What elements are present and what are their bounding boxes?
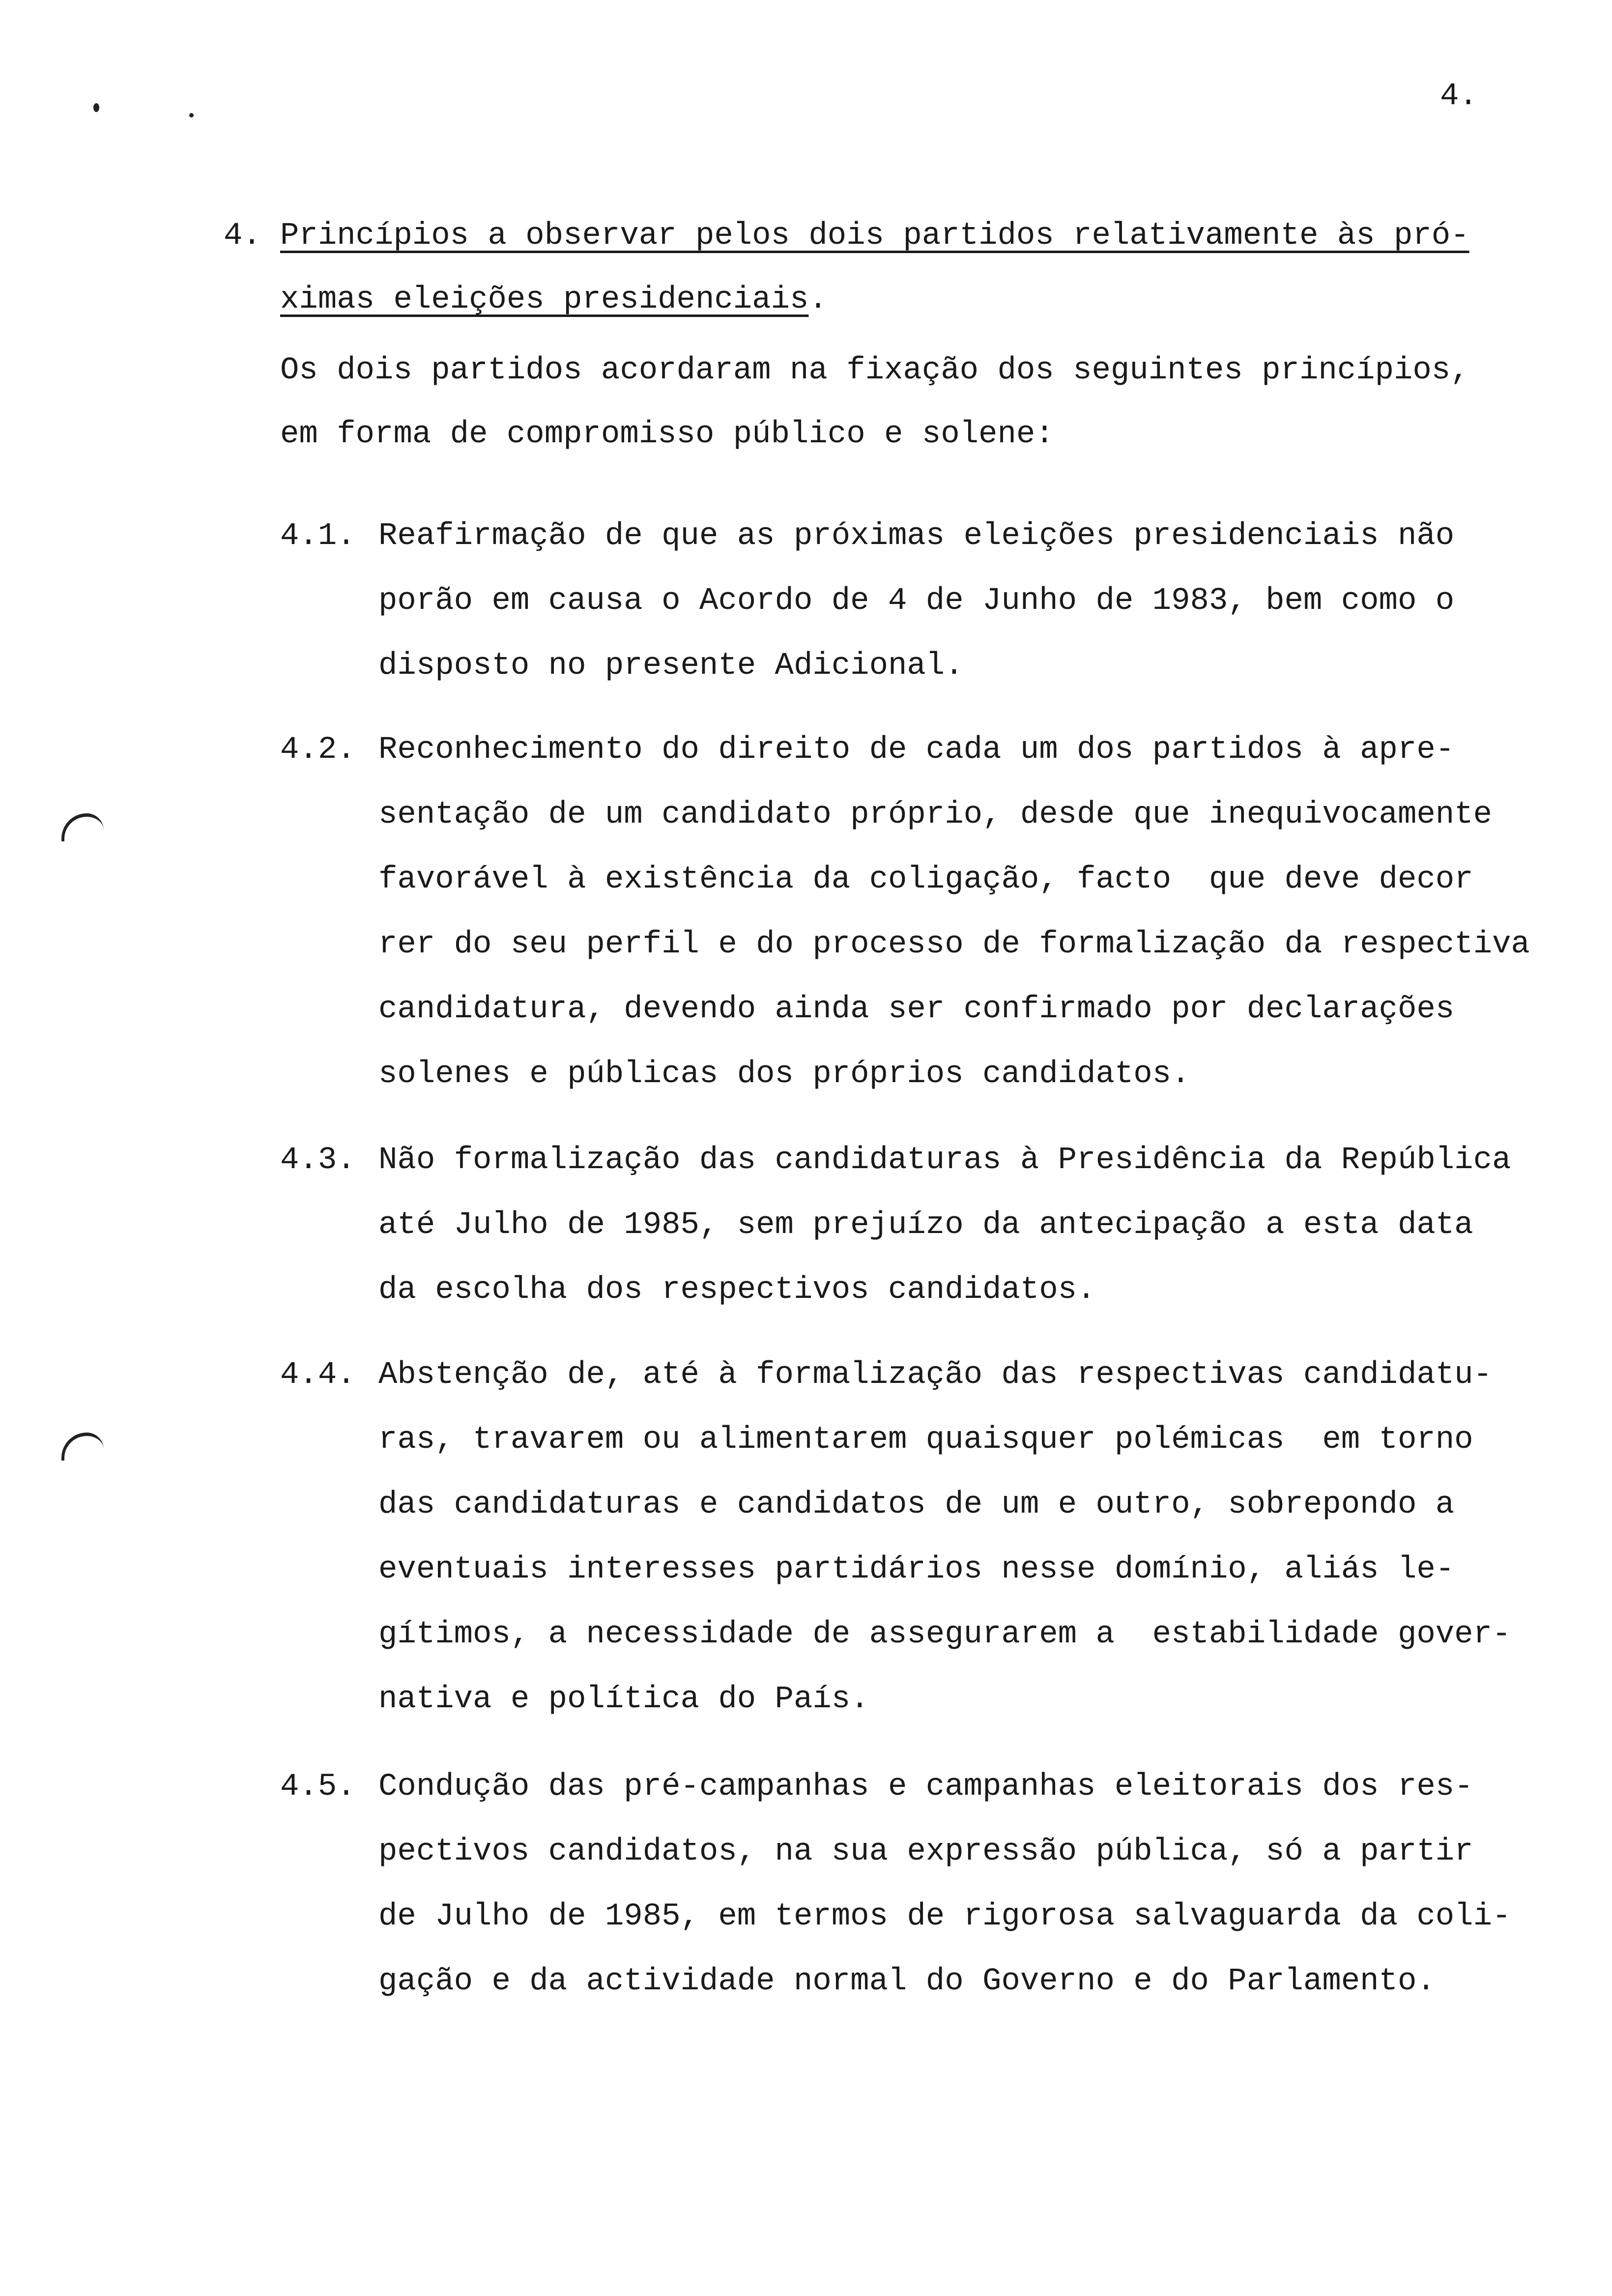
item-line: rer do seu perfil e do processo de formalização da respectiva: [378, 927, 1530, 962]
item-line: eventuais interesses partidários nesse domínio, aliás le-: [378, 1552, 1455, 1587]
item-line: gítimos, a necessidade de assegurarem a estabilidade gover-: [378, 1617, 1511, 1652]
item-line: ras, travarem ou alimentarem quaisquer polémicas em torno: [378, 1422, 1473, 1458]
section-title-line: ximas eleições presidenciais: [280, 282, 809, 317]
item-line: da escolha dos respectivos candidatos.: [378, 1272, 1096, 1308]
item-line: solenes e públicas dos próprios candidatos.: [378, 1057, 1190, 1092]
intro-line: em forma de compromisso público e solene:: [280, 417, 1054, 452]
item-line: Reafirmação de que as próximas eleições presidenciais não: [378, 518, 1455, 554]
item-line: favorável à existência da coligação, facto que deve decor: [378, 862, 1473, 897]
section-title-line: Princípios a observar pelos dois partidos relativamente às pró-: [280, 218, 1469, 254]
section-title-line-2: [280, 268, 828, 332]
scan-speck: [189, 113, 194, 117]
item-line: pectivos candidatos, na sua expressão pública, só a partir: [378, 1834, 1473, 1869]
section-number: 4.: [224, 218, 261, 254]
item-line: disposto no presente Adicional.: [378, 648, 964, 684]
scan-speck: [93, 103, 99, 112]
item-number: 4.5.: [280, 1769, 356, 1805]
item-number: 4.4.: [280, 1357, 356, 1393]
item-number: 4.2.: [280, 732, 356, 768]
item-number: 4.1.: [280, 518, 356, 554]
item-line: das candidaturas e candidatos de um e outro, sobrepondo a: [378, 1487, 1455, 1522]
item-line: Não formalização das candidaturas à Presidência da República: [378, 1143, 1511, 1178]
item-line: até Julho de 1985, sem prejuízo da antecipação a esta data: [378, 1207, 1473, 1243]
intro-line: Os dois partidos acordaram na fixação dos seguintes princípios,: [280, 353, 1469, 388]
item-line: Abstenção de, até à formalização das respectivas candidatu-: [378, 1357, 1492, 1393]
item-line: sentação de um candidato próprio, desde que inequivocamente: [378, 797, 1492, 832]
item-number: 4.3.: [280, 1143, 356, 1178]
binder-hole-mark: [61, 1433, 104, 1461]
item-line: nativa e política do País.: [378, 1682, 869, 1717]
item-line: candidatura, devendo ainda ser confirmado por declarações: [378, 992, 1455, 1027]
binder-hole-mark: [61, 813, 104, 841]
item-line: de Julho de 1985, em termos de rigorosa salvaguarda da coli-: [378, 1899, 1511, 1934]
item-line: porão em causa o Acordo de 4 de Junho de 1983, bem como o: [378, 583, 1455, 619]
item-line: Reconhecimento do direito de cada um dos partidos à apre-: [378, 732, 1455, 768]
section-title-period: .: [808, 282, 828, 317]
page-number: 4.: [1440, 79, 1478, 114]
item-line: gação e da actividade normal do Governo e do Parlamento.: [378, 1964, 1436, 1999]
item-line: Condução das pré-campanhas e campanhas eleitorais dos res-: [378, 1769, 1473, 1805]
